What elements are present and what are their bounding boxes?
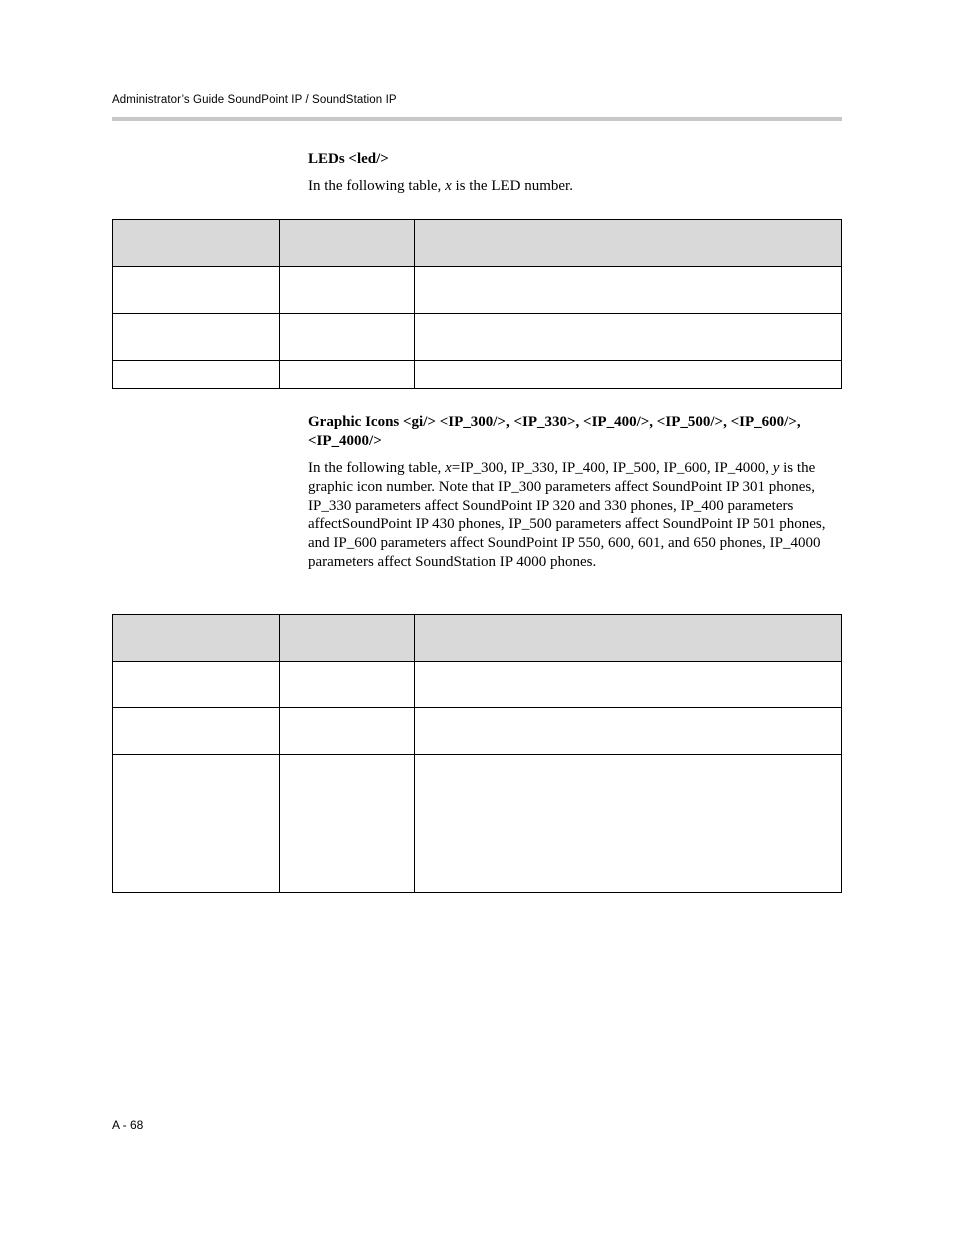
table-cell bbox=[280, 755, 415, 893]
table-cell bbox=[415, 361, 842, 389]
leds-intro-variable: x bbox=[445, 178, 452, 194]
leds-heading: LEDs <led/> bbox=[308, 151, 389, 167]
table-cell bbox=[280, 662, 415, 708]
gi-intro-variable-y: y bbox=[772, 460, 780, 476]
table-header-row bbox=[113, 220, 842, 267]
leds-intro-end: is the LED number. bbox=[451, 178, 573, 194]
graphic-icons-heading: Graphic Icons <gi/> <IP_300/>, <IP_330>, <IP_400/>, <IP_500/>, <IP_600/>, <IP_4000/> bbox=[308, 414, 801, 449]
table-header-cell bbox=[113, 615, 280, 662]
leds-intro-start: In the following table, bbox=[308, 178, 446, 194]
table-cell bbox=[415, 267, 842, 314]
table-header-cell bbox=[415, 220, 842, 267]
table-header-cell bbox=[280, 615, 415, 662]
graphic-icons-table bbox=[112, 614, 842, 893]
table-row bbox=[113, 267, 842, 314]
table-cell bbox=[280, 267, 415, 314]
header-rule bbox=[112, 117, 842, 121]
table-header-cell bbox=[280, 220, 415, 267]
table-row bbox=[113, 314, 842, 361]
table-cell bbox=[280, 708, 415, 755]
gi-intro-start: In the following table, bbox=[308, 460, 446, 476]
leds-intro bbox=[308, 177, 842, 196]
table-header-cell bbox=[113, 220, 280, 267]
table-cell bbox=[113, 662, 280, 708]
running-header: Administrator’s Guide SoundPoint IP / SoundStation IP bbox=[112, 94, 397, 106]
table-header-cell bbox=[415, 615, 842, 662]
table-row bbox=[113, 361, 842, 389]
table-cell bbox=[113, 314, 280, 361]
table-cell bbox=[113, 267, 280, 314]
gi-intro-middle: =IP_300, IP_330, IP_400, IP_500, IP_600, IP_4000, bbox=[451, 460, 773, 476]
table-cell bbox=[415, 708, 842, 755]
table-cell bbox=[280, 314, 415, 361]
table-cell bbox=[113, 708, 280, 755]
leds-table bbox=[112, 219, 842, 389]
table-cell bbox=[415, 662, 842, 708]
table-row bbox=[113, 755, 842, 893]
gi-intro-end: is the graphic icon number. Note that IP_300 parameters affect SoundPoint IP 301 phones, IP_330 parameters affect SoundPoint IP 320 and 330 phones, IP_400 parameters affectSoundPoint IP 430 phones, IP_500 parameters affect SoundPoint IP 501 phones, and IP_600 parameters affect SoundPoint IP 550, 600, 601, and 650 phones, IP_4000 parameters affect SoundStation IP 4000 phones. bbox=[308, 460, 826, 570]
gi-intro-variable-x: x bbox=[445, 460, 452, 476]
table-cell bbox=[113, 755, 280, 893]
table-row bbox=[113, 662, 842, 708]
table-cell bbox=[280, 361, 415, 389]
table-cell bbox=[113, 361, 280, 389]
page-number: A - 68 bbox=[112, 1118, 144, 1132]
table-header-row bbox=[113, 615, 842, 662]
graphic-icons-intro bbox=[308, 459, 842, 572]
table-cell bbox=[415, 755, 842, 893]
table-row bbox=[113, 708, 842, 755]
table-cell bbox=[415, 314, 842, 361]
